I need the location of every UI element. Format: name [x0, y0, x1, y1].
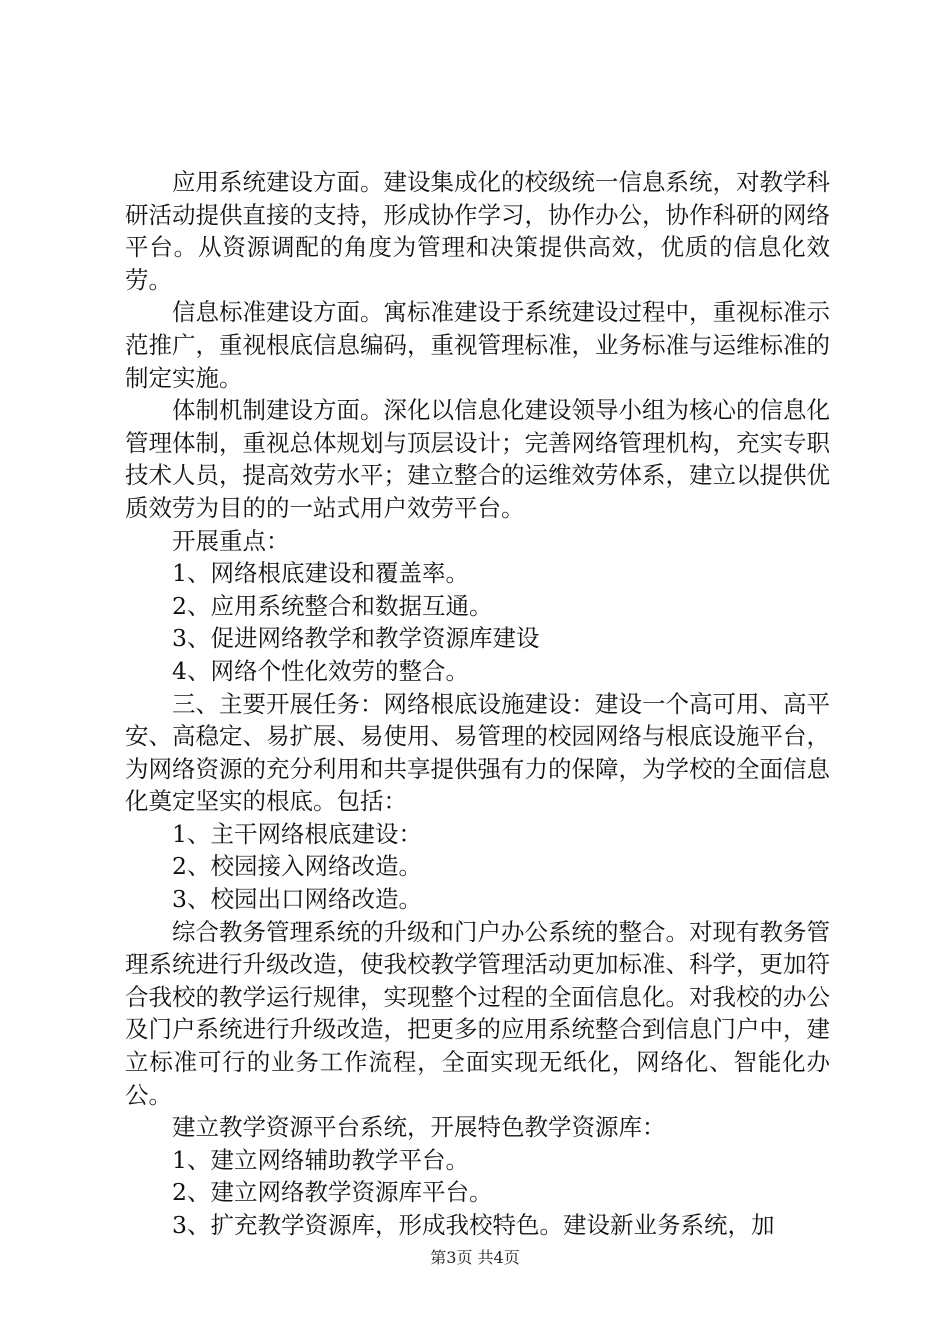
- paragraph-key-points-heading: 开展重点：: [172, 526, 290, 555]
- list-item: 1、网络根底建设和覆盖率。: [172, 559, 469, 588]
- document-body: [125, 166, 830, 1242]
- paragraph-application-systems: 应用系统建设方面。建设集成化的校级统一信息系统，对教学科研活动提供直接的支持，形成协作学习，协作办公，协作科研的网络平台。从资源调配的角度为管理和决策提供高效，优质的信息化效劳。: [125, 168, 830, 294]
- paragraph-main-tasks: 三、主要开展任务：网络根底设施建设：建设一个高可用、高平安、高稳定、易扩展、易使用、易管理的校园网络与根底设施平台，为网络资源的充分利用和共享提供强有力的保障，为学校的全面信息化奠定坚实的根底。包括：: [125, 689, 830, 816]
- list-item: 2、校园接入网络改造。: [172, 852, 422, 881]
- list-item: 1、建立网络辅助教学平台。: [172, 1145, 469, 1174]
- paragraph-teaching-resource-platform: 建立教学资源平台系统，开展特色教学资源库：: [172, 1113, 666, 1142]
- list-item: 3、促进网络教学和教学资源库建设: [172, 624, 540, 653]
- list-item: 3、扩充教学资源库，形成我校特色。建设新业务系统，加: [172, 1211, 775, 1239]
- list-item: 2、应用系统整合和数据互通。: [172, 591, 493, 620]
- page-number-footer: 第3页 共4页: [430, 1248, 520, 1267]
- paragraph-institutional-mechanisms: 体制机制建设方面。深化以信息化建设领导小组为核心的信息化管理体制，重视总体规划与顶层设计；完善网络管理机构，充实专职技术人员，提高效劳水平；建立整合的运维效劳体系，建立以提供优质效劳为目的的一站式用户效劳平台。: [125, 396, 830, 522]
- paragraph-information-standards: 信息标准建设方面。寓标准建设于系统建设过程中，重视标准示范推广，重视根底信息编码，重视管理标准，业务标准与运维标准的制定实施。: [125, 298, 830, 392]
- list-item: 1、主干网络根底建设：: [172, 819, 422, 848]
- paragraph-academic-affairs-system: 综合教务管理系统的升级和门户办公系统的整合。对现有教务管理系统进行升级改造，使我校教学管理活动更加标准、科学，更加符合我校的教学运行规律，实现整个过程的全面信息化。对我校的办公及门户系统进行升级改造，把更多的应用系统整合到信息门户中，建立标准可行的业务工作流程，全面实现无纸化，网络化、智能化办公。: [125, 917, 830, 1109]
- list-item: 2、建立网络教学资源库平台。: [172, 1178, 493, 1207]
- list-item: 4、网络个性化效劳的整合。: [172, 656, 469, 685]
- list-item: 3、校园出口网络改造。: [172, 885, 422, 914]
